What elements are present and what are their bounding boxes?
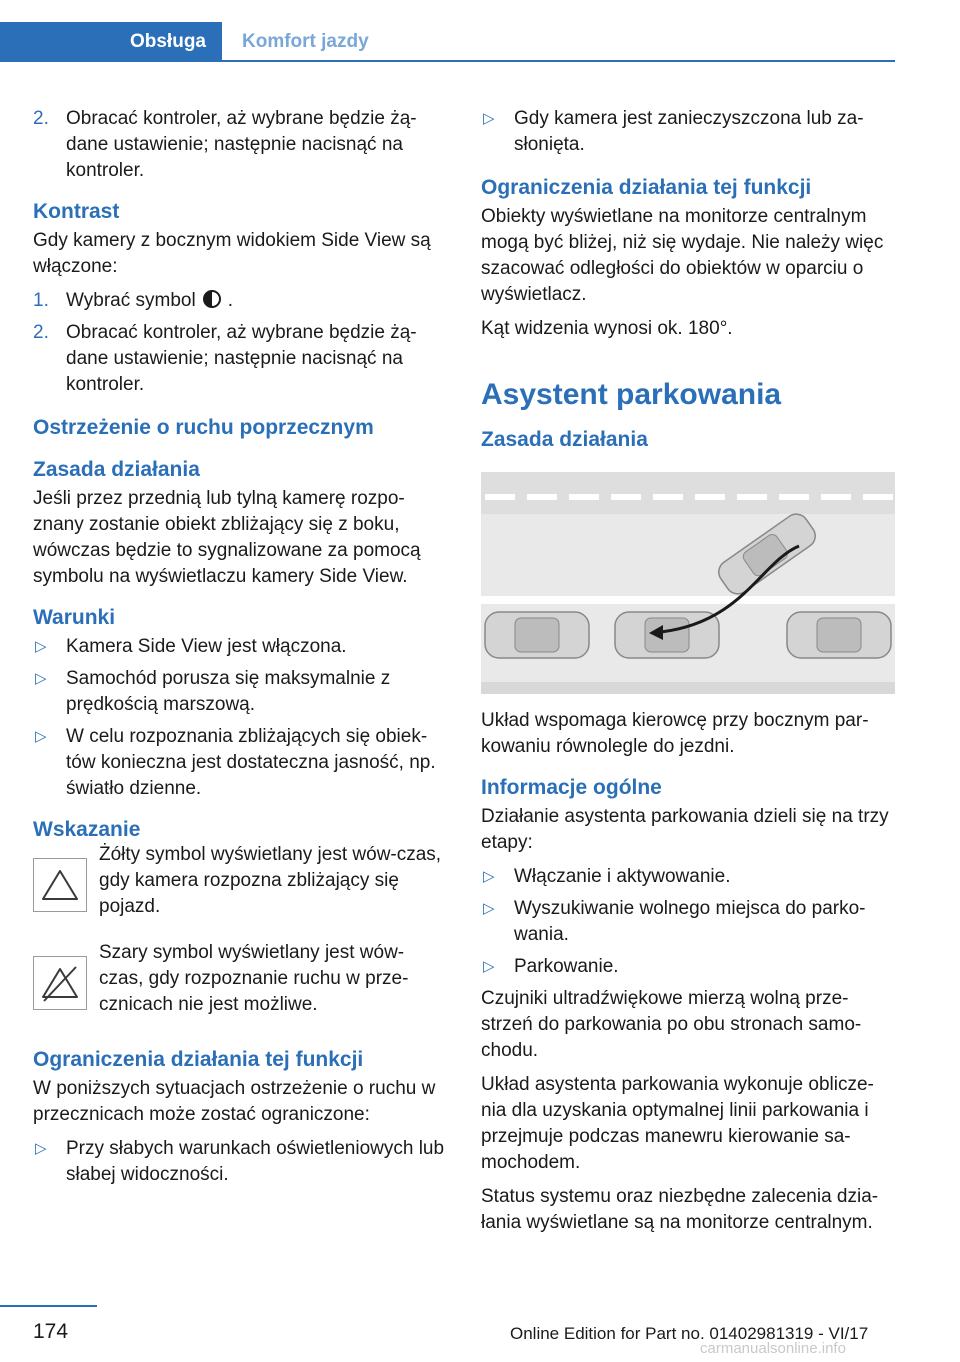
watermark: carmanualsonline.info <box>700 1340 846 1357</box>
kontrast-intro: Gdy kamery z bocznym widokiem Side View są włączone: <box>33 230 431 277</box>
step-text-after: . <box>227 290 233 311</box>
section-heading-cross-traffic: Ostrzeżenie o ruchu poprzecznym <box>33 416 374 439</box>
warning-triangle-crossed-icon <box>33 956 87 1010</box>
limits-heading: Ograniczenia działania tej funkcji <box>481 176 812 199</box>
stage-text: Wyszukiwanie wolnego miejsca do parko-wania. <box>514 898 866 945</box>
stage-text: Włączanie i aktywowanie. <box>514 866 731 887</box>
header-tabs <box>0 0 895 62</box>
tab-obsluga[interactable]: Obsługa <box>0 22 222 62</box>
step-item <box>33 320 448 398</box>
header-rule <box>222 60 895 62</box>
stage-item <box>481 896 895 948</box>
right-column <box>481 106 895 1244</box>
principle-text: Układ wspomaga kierowcę przy bocznym par-kowaniu równolegle do jezdni. <box>481 710 869 757</box>
view-angle-text: Kąt widzenia wynosi ok. 180°. <box>481 318 733 339</box>
conditions-heading: Warunki <box>33 606 116 629</box>
condition-item <box>33 634 448 660</box>
limit-text: Przy słabych warunkach oświetleniowych lub słabej widoczności. <box>66 1138 445 1185</box>
stage-text: Parkowanie. <box>514 956 619 977</box>
step-text: Obracać kontroler, aż wybrane będzie żą-dane ustawienie; następnie nacisnąć na kontroler. <box>66 108 417 181</box>
step-item <box>33 106 448 184</box>
page-number: 174 <box>33 1320 69 1343</box>
kontrast-heading: Kontrast <box>33 200 120 223</box>
indicator-heading: Wskazanie <box>33 818 141 841</box>
general-intro: Działanie asystenta parkowania dzieli się na trzy etapy: <box>481 806 889 853</box>
indicator-gray-row <box>33 940 448 1024</box>
parked-car-right-icon <box>787 612 891 658</box>
condition-text: W celu rozpoznania zbliżających się obiek-tów konieczna jest dostateczna jasność, np. światło dzienne. <box>66 726 436 799</box>
indicator-gray-text: Szary symbol wyświetlany jest wów-czas, gdy rozpoznanie ruchu w prze-cznicach nie jest możliwe. <box>99 942 409 1015</box>
limit-item <box>33 1136 448 1188</box>
section-heading-parking-assistant: Asystent parkowania <box>481 378 782 411</box>
stage-item <box>481 954 895 980</box>
indicator-yellow-row <box>33 842 448 926</box>
tab-komfort-jazdy[interactable]: Komfort jazdy <box>242 31 369 52</box>
sensors-text: Czujniki ultradźwiękowe mierzą wolną prze-strzeń do parkowania po obu stronach samo-chodu. <box>481 988 862 1061</box>
triangle-bullet-icon: ▷ <box>35 670 47 687</box>
step-number: 2. <box>33 108 49 129</box>
principle-heading: Zasada działania <box>481 428 648 451</box>
step-item <box>33 288 448 314</box>
condition-text: Samochód porusza się maksymalnie z prędkością marszową. <box>66 668 391 715</box>
parked-car-left-icon <box>485 612 589 658</box>
step-text: Obracać kontroler, aż wybrane będzie żą-dane ustawienie; następnie nacisnąć na kontroler. <box>66 322 417 395</box>
limit-text: Gdy kamera jest zanieczyszczona lub za-słonięta. <box>514 108 864 155</box>
stage-item <box>481 864 895 890</box>
condition-text: Kamera Side View jest włączona. <box>66 636 347 657</box>
limits-text: Obiekty wyświetlane na monitorze centralnym mogą być bliżej, niż się wydaje. Nie należy więc szacować odległości do obiektów w oparciu o wyświetlacz. <box>481 206 884 305</box>
principle-text: Jeśli przez przednią lub tylną kamerę rozpo-znany zostanie obiekt zbliżający się z boku, wówczas będzie to sygnalizowane za pomocą symbolu na wyświetlaczu kamery Side View. <box>33 488 421 587</box>
contrast-icon <box>200 289 224 309</box>
step-number: 2. <box>33 322 49 343</box>
triangle-bullet-icon: ▷ <box>483 110 495 127</box>
condition-item <box>33 666 448 718</box>
triangle-bullet-icon: ▷ <box>35 1140 47 1157</box>
condition-item <box>33 724 448 802</box>
edition-text: Online Edition for Part no. 01402981319 - VI/17 <box>510 1324 869 1343</box>
triangle-bullet-icon: ▷ <box>35 638 47 655</box>
calculation-text: Układ asystenta parkowania wykonuje oblicze-nia dla uzyskania optymalnej linii parkowania i przejmuje podczas manewru kierowanie sa-mochodem. <box>481 1074 874 1173</box>
indicator-yellow-text: Żółty symbol wyświetlany jest wów-czas, gdy kamera rozpozna zbliżający się pojazd. <box>99 844 442 917</box>
footer-rule <box>0 1305 97 1307</box>
triangle-bullet-icon: ▷ <box>35 728 47 745</box>
left-column <box>33 106 448 1194</box>
principle-heading: Zasada działania <box>33 458 200 481</box>
triangle-bullet-icon: ▷ <box>483 900 495 917</box>
triangle-bullet-icon: ▷ <box>483 868 495 885</box>
step-number: 1. <box>33 290 49 311</box>
parking-car-icon <box>615 612 719 658</box>
limits-heading: Ograniczenia działania tej funkcji <box>33 1048 364 1071</box>
general-info-heading: Informacje ogólne <box>481 776 662 799</box>
step-text-before: Wybrać symbol <box>66 290 196 311</box>
parking-illustration <box>481 472 895 694</box>
status-text: Status systemu oraz niezbędne zalecenia dzia-łania wyświetlane są na monitorze centralnym. <box>481 1186 879 1233</box>
triangle-bullet-icon: ▷ <box>483 958 495 975</box>
warning-triangle-icon <box>33 858 87 912</box>
limits-intro: W poniższych sytuacjach ostrzeżenie o ruchu w przecznicach może zostać ograniczone: <box>33 1078 436 1125</box>
limit-item <box>481 106 895 158</box>
